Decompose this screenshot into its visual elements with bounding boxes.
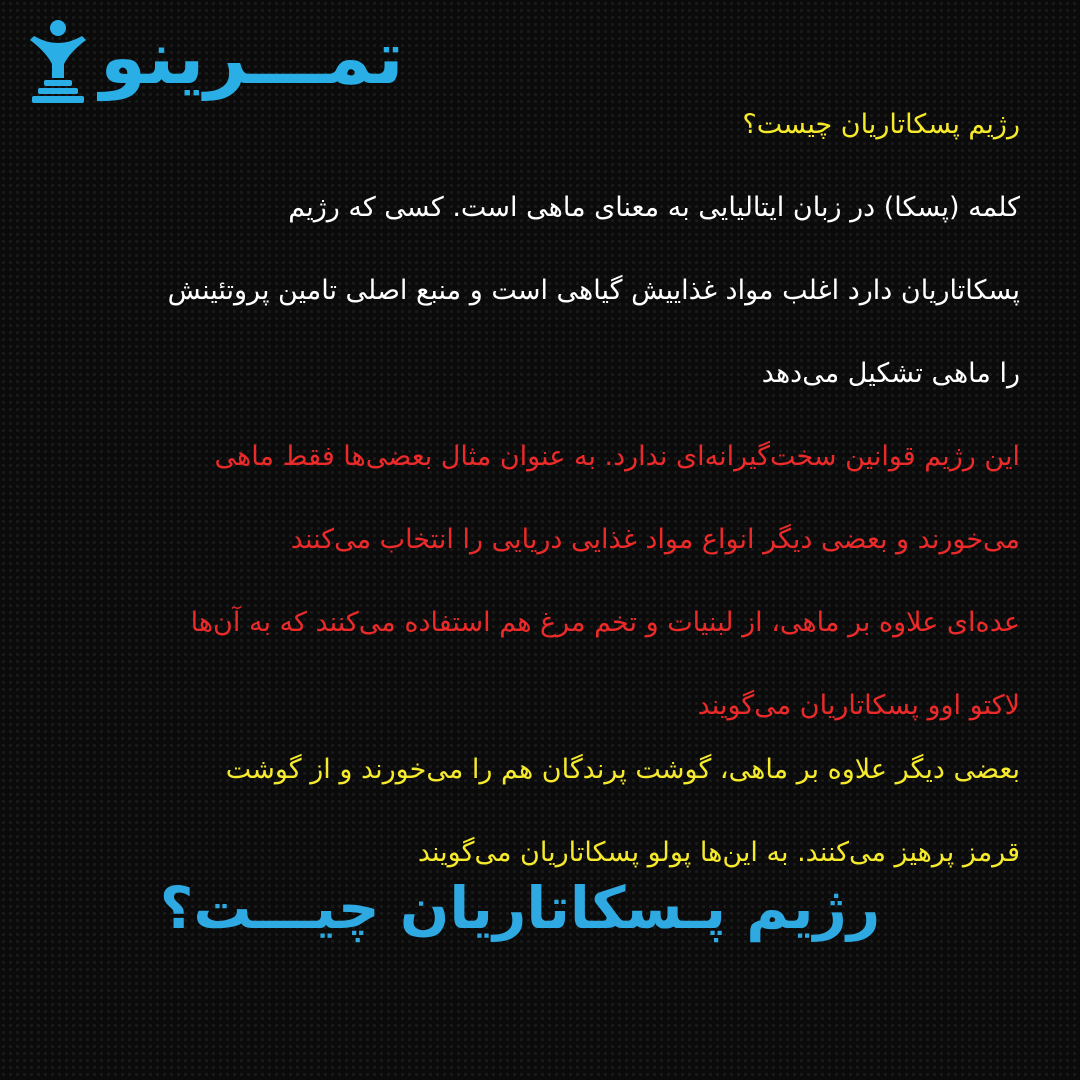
paragraph-2-line-1: این رژیم قوانین سخت‌گیرانه‌ای ندارد. به عنوان مثال بعضی‌ها فقط ماهی [214,441,1020,472]
brand-logo [20,8,440,108]
paragraph-3-line-2: قرمز پرهیز می‌کنند. به این‌ها پولو پسکاتاریان می‌گویند [417,837,1020,868]
footer-title: رژیم پـسکاتاریان چیـــت؟ [159,874,881,942]
paragraph-3-line-1: بعضی دیگر علاوه بر ماهی، گوشت پرندگان هم را می‌خورند و از گوشت [225,754,1020,785]
article-heading: رژیم پسکاتاریان چیست؟ [742,109,1020,140]
article-body [40,100,1020,878]
paragraph-2-line-4: لاکتو اوو پسکاتاریان می‌گویند [697,690,1020,721]
paragraph-1-line-3: را ماهی تشکیل می‌دهد [761,358,1020,389]
paragraph-2-line-2: می‌خورند و بعضی دیگر انواع مواد غذایی دریایی را انتخاب می‌کنند [290,524,1020,555]
paragraph-2-line-3: عده‌ای علاوه بر ماهی، از لبنیات و تخم مرغ هم استفاده می‌کنند که به آن‌ها [190,607,1020,638]
chess-pawn-icon [20,8,100,108]
paragraph-1-line-2: پسکاتاریان دارد اغلب مواد غذاییش گیاهی است و منبع اصلی تامین پروتئینش [167,275,1020,306]
paragraph-1-line-1: کلمه (پسکا) در زبان ایتالیایی به معنای ماهی است. کسی که رژیم [288,192,1020,223]
brand-name: تمـــرینو [100,15,404,101]
